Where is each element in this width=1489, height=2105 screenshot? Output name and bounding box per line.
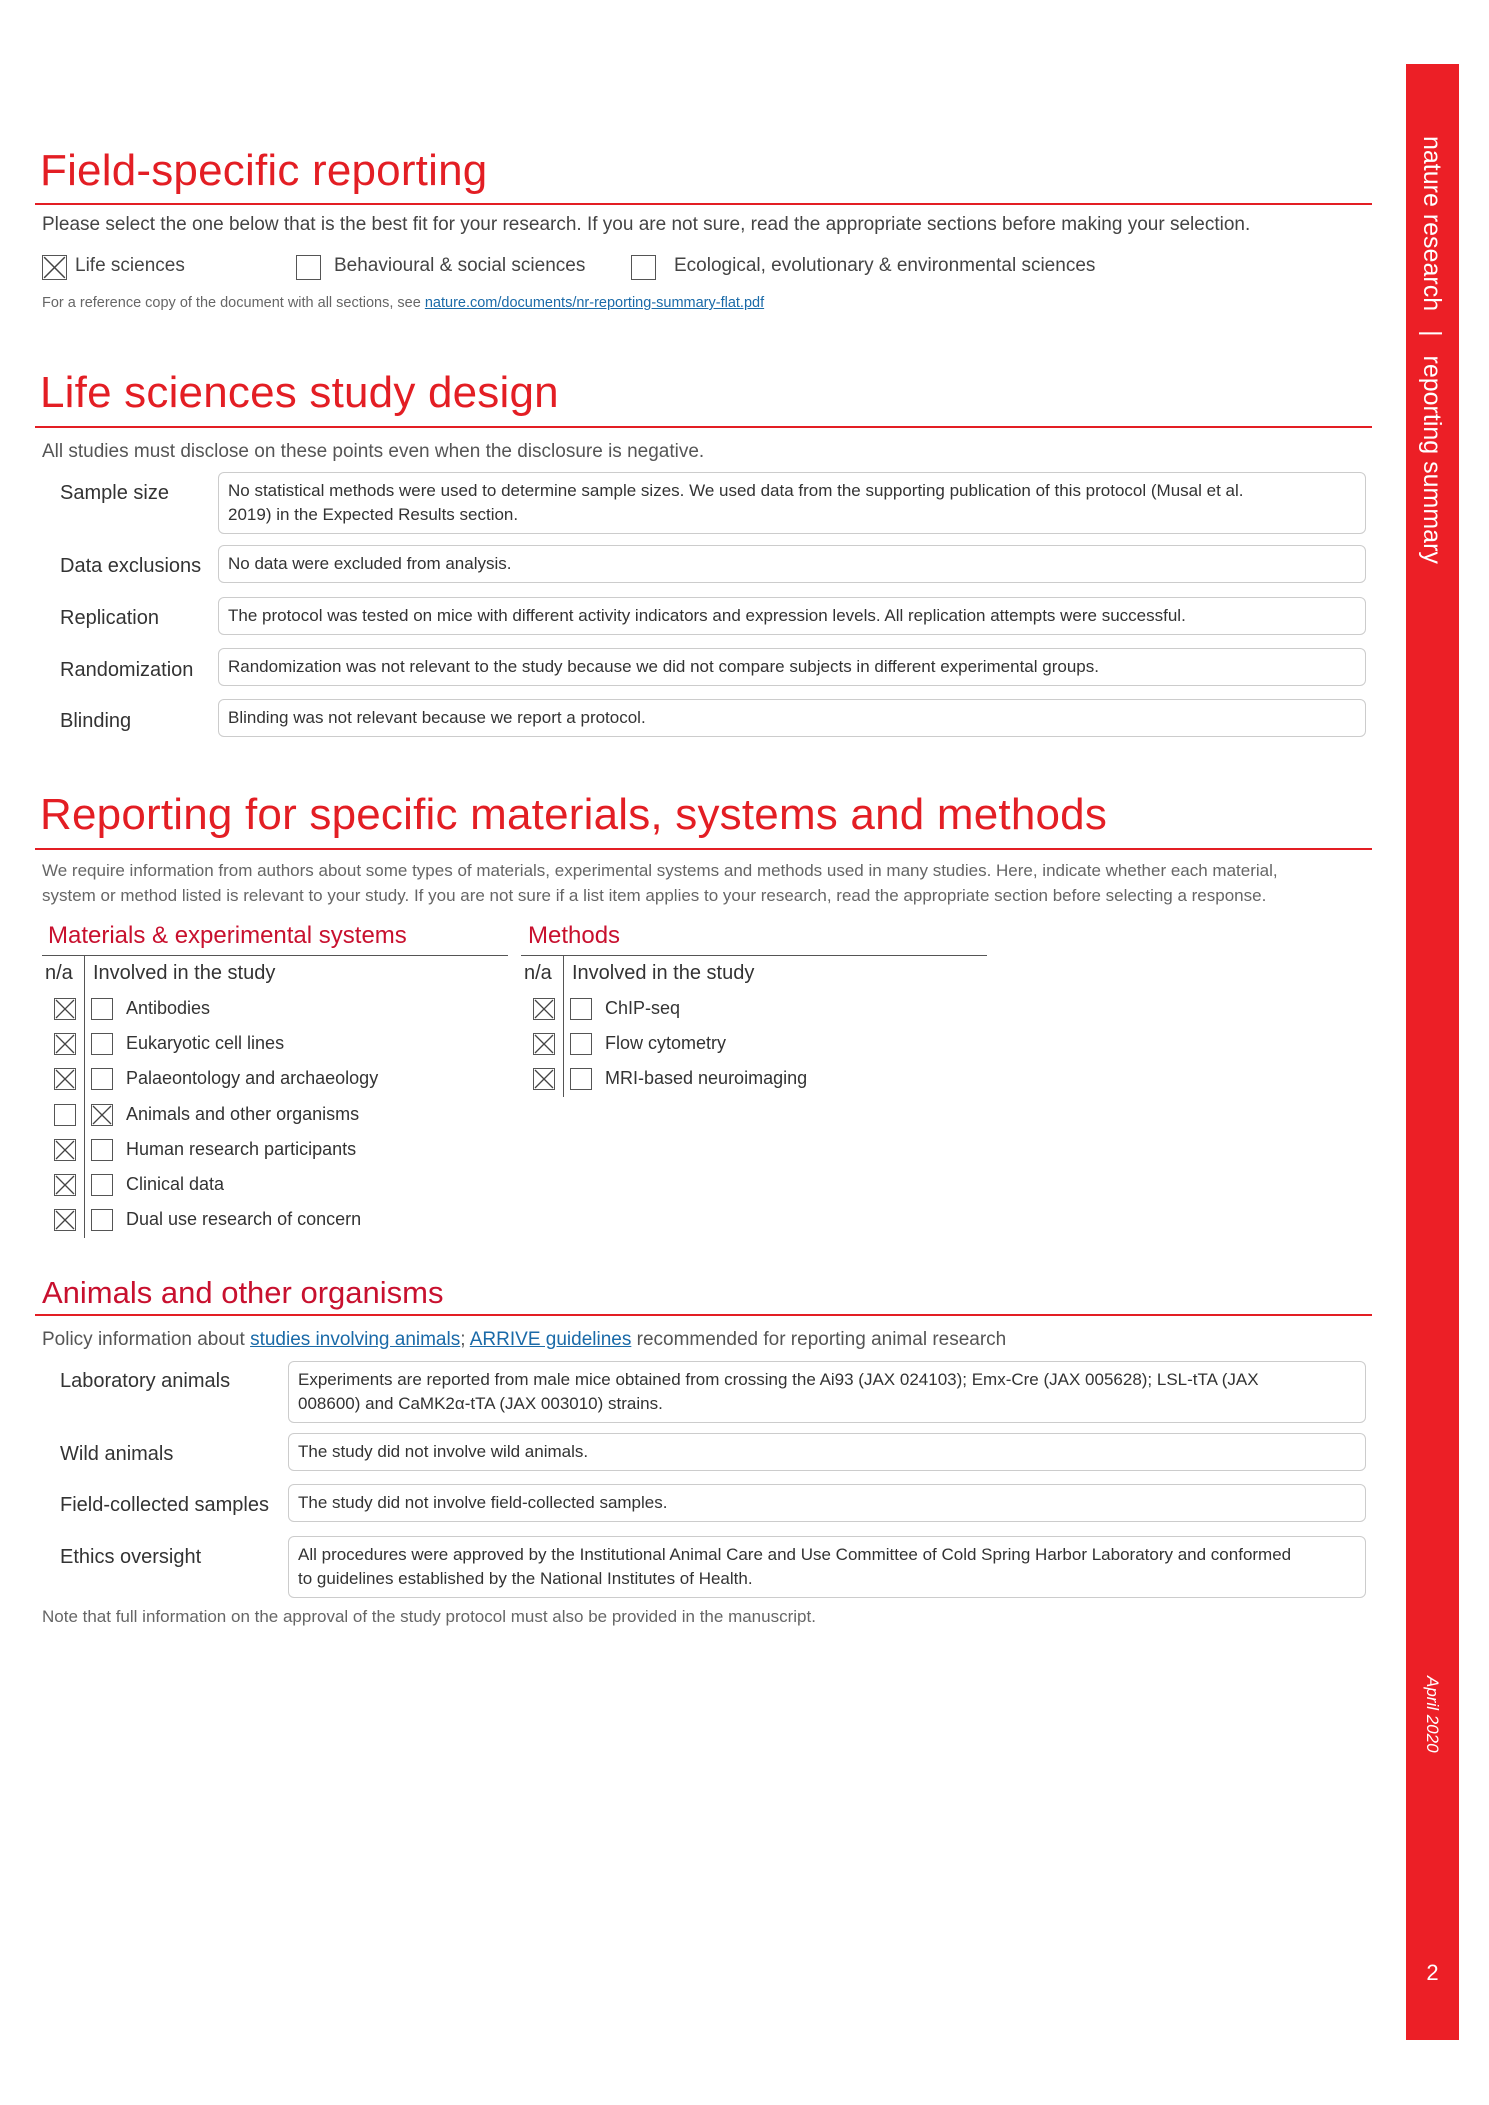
sample-size-field[interactable]: No statistical methods were used to determine sample sizes. We used data from the supporting publication of this protocol (Musal et al. 2019) in the Expected Results section. (218, 472, 1366, 534)
row-label: MRI-based neuroimaging (605, 1068, 808, 1088)
page-number: 2 (1426, 1960, 1439, 1985)
row-label: Antibodies (126, 998, 211, 1018)
involved-checkbox[interactable] (91, 1033, 113, 1055)
row-label: Flow cytometry (605, 1033, 727, 1053)
option-label: Life sciences (75, 255, 185, 276)
materials-title: Reporting for specific materials, systems and methods (40, 790, 1108, 839)
na-checkbox[interactable] (54, 1068, 76, 1090)
title-rule (35, 1314, 1372, 1316)
materials-intro: We require information from authors about some types of materials, experimental systems and methods used in many studies. Here, indicate whether each material, system or method listed is relevant to your study. If you are not sure if a list item applies to your research, read the appropriate section before selecting a response. (42, 861, 1278, 905)
field-specific-instruction: Please select the one below that is the best fit for your research. If you are not sure, read the appropriate sections before making your selection. (42, 214, 1251, 235)
involved-checkbox[interactable] (91, 1209, 113, 1231)
row-label: Clinical data (126, 1174, 225, 1194)
na-checkbox[interactable] (54, 1139, 76, 1161)
methods-title: Methods (528, 922, 621, 949)
involved-checkbox[interactable] (91, 1139, 113, 1161)
laboratory-animals-label: Laboratory animals (60, 1370, 231, 1392)
involved-checkbox[interactable] (91, 1068, 113, 1090)
randomization-label: Randomization (60, 659, 194, 681)
involved-checkbox[interactable] (570, 1033, 592, 1055)
sample-size-label: Sample size (60, 482, 169, 504)
na-checkbox[interactable] (54, 1209, 76, 1231)
na-checkbox[interactable] (54, 998, 76, 1020)
table-rule (521, 955, 987, 956)
blinding-label: Blinding (60, 710, 132, 732)
involved-checkbox[interactable] (570, 1068, 592, 1090)
behavioural-checkbox[interactable] (296, 255, 321, 280)
involved-checkbox[interactable] (91, 998, 113, 1020)
sidebar-band (1406, 64, 1459, 2040)
involved-header: Involved in the study (572, 962, 755, 984)
wild-animals-label: Wild animals (60, 1443, 174, 1465)
na-checkbox[interactable] (533, 1068, 555, 1090)
sidebar-journal-title: nature research | reporting summary (1418, 136, 1446, 564)
column-divider (563, 955, 564, 1097)
sidebar-date: April 2020 (1423, 1676, 1442, 1753)
title-rule (35, 203, 1372, 205)
wild-animals-field[interactable]: The study did not involve wild animals. (288, 1433, 1366, 1471)
na-checkbox[interactable] (54, 1033, 76, 1055)
table-rule (42, 955, 508, 956)
study-design-title: Life sciences study design (40, 368, 559, 417)
blinding-field[interactable]: Blinding was not relevant because we report a protocol. (218, 699, 1366, 737)
field-specific-title: Field-specific reporting (40, 146, 488, 195)
row-label: ChIP-seq (605, 998, 681, 1018)
na-checkbox[interactable] (54, 1174, 76, 1196)
field-collected-field[interactable]: The study did not involve field-collected samples. (288, 1484, 1366, 1522)
approval-note: Note that full information on the approval of the study protocol must also be provided in the manuscript. (42, 1607, 816, 1626)
row-label: Palaeontology and archaeology (126, 1068, 379, 1088)
involved-checkbox[interactable] (570, 998, 592, 1020)
na-checkbox[interactable] (54, 1104, 76, 1126)
na-checkbox[interactable] (533, 998, 555, 1020)
involved-checkbox[interactable] (91, 1104, 113, 1126)
option-label: Ecological, evolutionary & environmental sciences (674, 255, 1096, 276)
na-header: n/a (45, 962, 73, 984)
na-header: n/a (524, 962, 552, 984)
study-design-intro: All studies must disclose on these points even when the disclosure is negative. (42, 441, 705, 462)
title-rule (35, 426, 1372, 428)
studies-involving-animals-link[interactable]: studies involving animals (250, 1329, 461, 1350)
row-label: Eukaryotic cell lines (126, 1033, 285, 1053)
ethics-oversight-label: Ethics oversight (60, 1546, 202, 1568)
replication-field[interactable]: The protocol was tested on mice with different activity indicators and expression levels. All replication attempts were successful. (218, 597, 1366, 635)
reference-link[interactable]: nature.com/documents/nr-reporting-summary-flat.pdf (424, 295, 765, 311)
title-rule (35, 848, 1372, 850)
laboratory-animals-field[interactable]: Experiments are reported from male mice obtained from crossing the Ai93 (JAX 024103); Emx-Cre (JAX 005628); LSL-tTA (JAX 008600) and CaMK2α-tTA (JAX 003010) strains. (288, 1361, 1366, 1423)
ecological-checkbox[interactable] (631, 255, 656, 280)
involved-header: Involved in the study (93, 962, 276, 984)
option-label: Behavioural & social sciences (334, 255, 586, 276)
life-sciences-checkbox[interactable] (42, 255, 67, 280)
ethics-oversight-field[interactable]: All procedures were approved by the Institutional Animal Care and Use Committee of Cold Spring Harbor Laboratory and conformed to guidelines established by the National Institutes of Health. (288, 1536, 1366, 1598)
na-checkbox[interactable] (533, 1033, 555, 1055)
data-exclusions-label: Data exclusions (60, 555, 202, 577)
replication-label: Replication (60, 607, 159, 629)
field-collected-label: Field-collected samples (60, 1494, 269, 1516)
involved-checkbox[interactable] (91, 1174, 113, 1196)
experimental-systems-title: Materials & experimental systems (48, 922, 407, 949)
data-exclusions-field[interactable]: No data were excluded from analysis. (218, 545, 1366, 583)
randomization-field[interactable]: Randomization was not relevant to the study because we did not compare subjects in different experimental groups. (218, 648, 1366, 686)
row-label: Animals and other organisms (126, 1104, 360, 1124)
row-label: Human research participants (126, 1139, 357, 1159)
animals-policy: Policy information about studies involving animals; ARRIVE guidelines recommended for reporting animal research (42, 1329, 1007, 1350)
arrive-guidelines-link[interactable]: ARRIVE guidelines (469, 1329, 632, 1350)
reference-note: For a reference copy of the document with all sections, see nature.com/documents/nr-reporting-summary-flat.pdf (42, 295, 765, 311)
row-label: Dual use research of concern (126, 1209, 362, 1229)
column-divider (84, 955, 85, 1238)
animals-title: Animals and other organisms (42, 1275, 444, 1310)
